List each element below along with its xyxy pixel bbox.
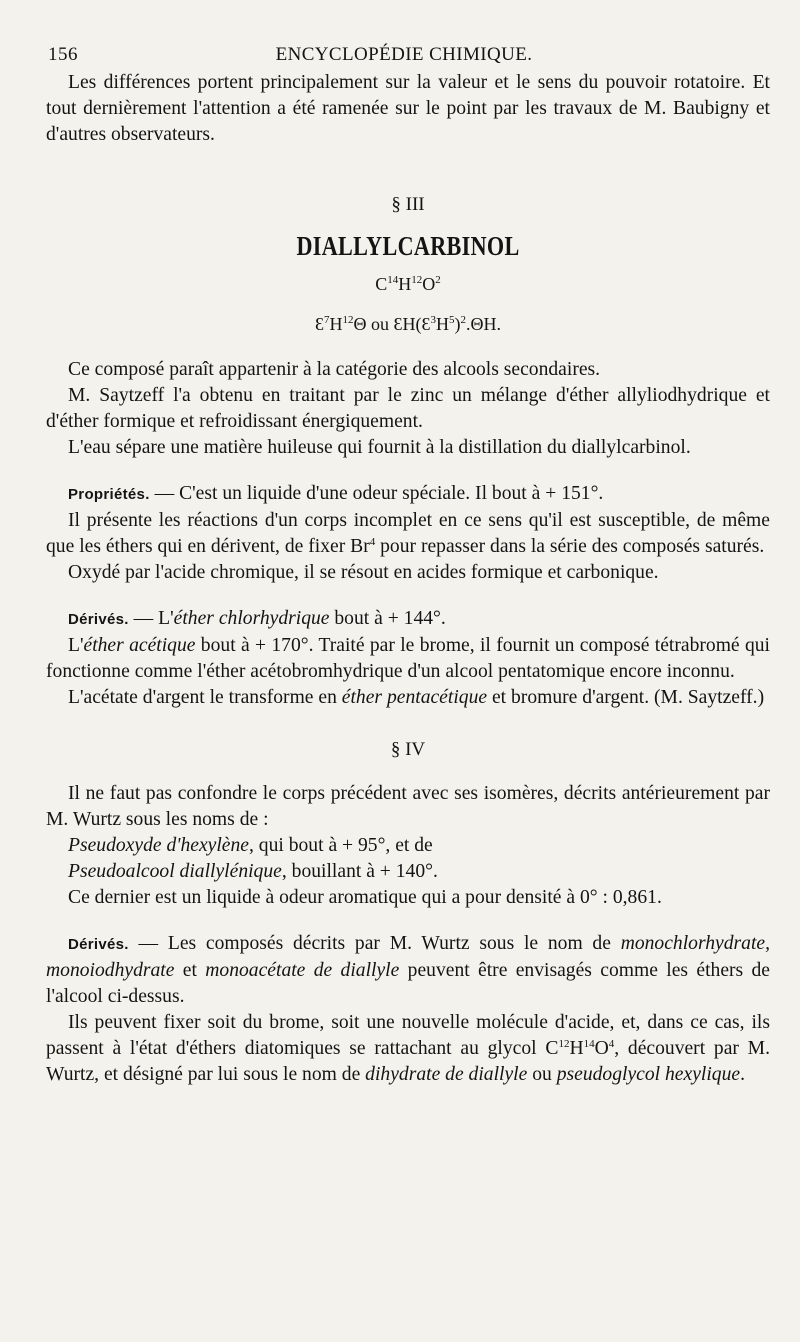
proprietes-label: Propriétés.	[68, 486, 150, 503]
section-title: DIALLYLCARBINOL	[296, 231, 520, 261]
derives-acetate-argent: L'acétate d'argent le transforme en éther pentacétique et bromure d'argent. (M. Saytzeff.)	[68, 687, 765, 708]
derives-acetique: L'éther acétique bout à + 170°. Traité par le brome, il fournit un composé tétrabromé qui fonctionne comme l'éther acétobromhydrique d'un alcool pentatomique encore inconnu.	[46, 635, 770, 682]
page-number: 156	[48, 44, 78, 65]
isomere-item-1: Pseudoxyde d'hexylène, qui bout à + 95°, et de	[68, 835, 433, 856]
isomeres-paragraph: Il ne faut pas confondre le corps précédent avec ses isomères, décrits antérieurement par M. Wurtz sous les noms de :	[46, 783, 770, 830]
running-head	[48, 44, 760, 70]
proprietes-reactions: Il présente les réactions d'un corps incomplet en ce sens qu'il est susceptible, de même que les éthers qui en dérivent, de fixer Br$^4$ pour repasser dans la série des composés saturés.	[46, 510, 770, 557]
section-mark-iii: § III	[391, 194, 425, 215]
page-body	[46, 70, 770, 1088]
paragraph-saytzeff: M. Saytzeff l'a obtenu en traitant par le zinc un mélange d'éther allyliodhydrique et d'éther formique et refroidissant énergiquement.	[46, 385, 770, 432]
paragraph-category: Ce composé paraît appartenir à la catégorie des alcools secondaires.	[68, 359, 601, 380]
isomere-item-2: Pseudoalcool diallylénique, bouillant à + 140°.	[68, 861, 438, 882]
derives-paragraph-1: Dérivés. — L'éther chlorhydrique bout à + 144°.	[68, 608, 446, 629]
proprietes-paragraph: Propriétés. — C'est un liquide d'une odeur spéciale. Il bout à + 151°.	[68, 483, 604, 504]
derives-paragraph-2: Dérivés. — Les composés décrits par M. Wurtz sous le nom de monochlorhydrate, monoiodhydrate et monoacétate de diallyle peuvent être envisagés comme les éthers de l'alcool ci-dessus.	[46, 933, 770, 1007]
running-title: ENCYCLOPÉDIE CHIMIQUE.	[275, 44, 533, 65]
paragraph-separation: L'eau sépare une matière huileuse qui fournit à la distillation du diallylcarbinol.	[68, 437, 691, 458]
densite-paragraph: Ce dernier est un liquide à odeur aromatique qui a pour densité à 0° : 0,861.	[68, 887, 662, 908]
derives-label-1: Dérivés.	[68, 611, 129, 628]
raw-formula: $C^{14}H^{12}O^2$	[375, 274, 441, 294]
structural-formula: $Ɛ^7H^{12}\Theta$ ou $ƐH(Ɛ^3H^5)^2.\Theta H$.	[314, 314, 502, 334]
section-mark-iv: § IV	[390, 739, 426, 760]
proprietes-oxydation: Oxydé par l'acide chromique, il se résout en acides formique et carbonique.	[68, 562, 659, 583]
derives-label-2: Dérivés.	[68, 936, 129, 953]
glycol-paragraph: Ils peuvent fixer soit du brome, soit une nouvelle molécule d'acide, et, dans ce cas, ils passent à l'état d'éthers diatomiques se rattachant au glycol $C^{12}H^{14}O^4$, découvert par M. Wurtz, et désigné par lui sous le nom de dihydrate de diallyle ou pseudoglycol hexylique.	[46, 1012, 771, 1085]
intro-paragraph: Les différences portent principalement sur la valeur et le sens du pouvoir rotatoire. Et tout dernièrement l'attention a été ramenée sur le point par les travaux de M. Baubigny et d'autres observateurs.	[46, 72, 770, 145]
